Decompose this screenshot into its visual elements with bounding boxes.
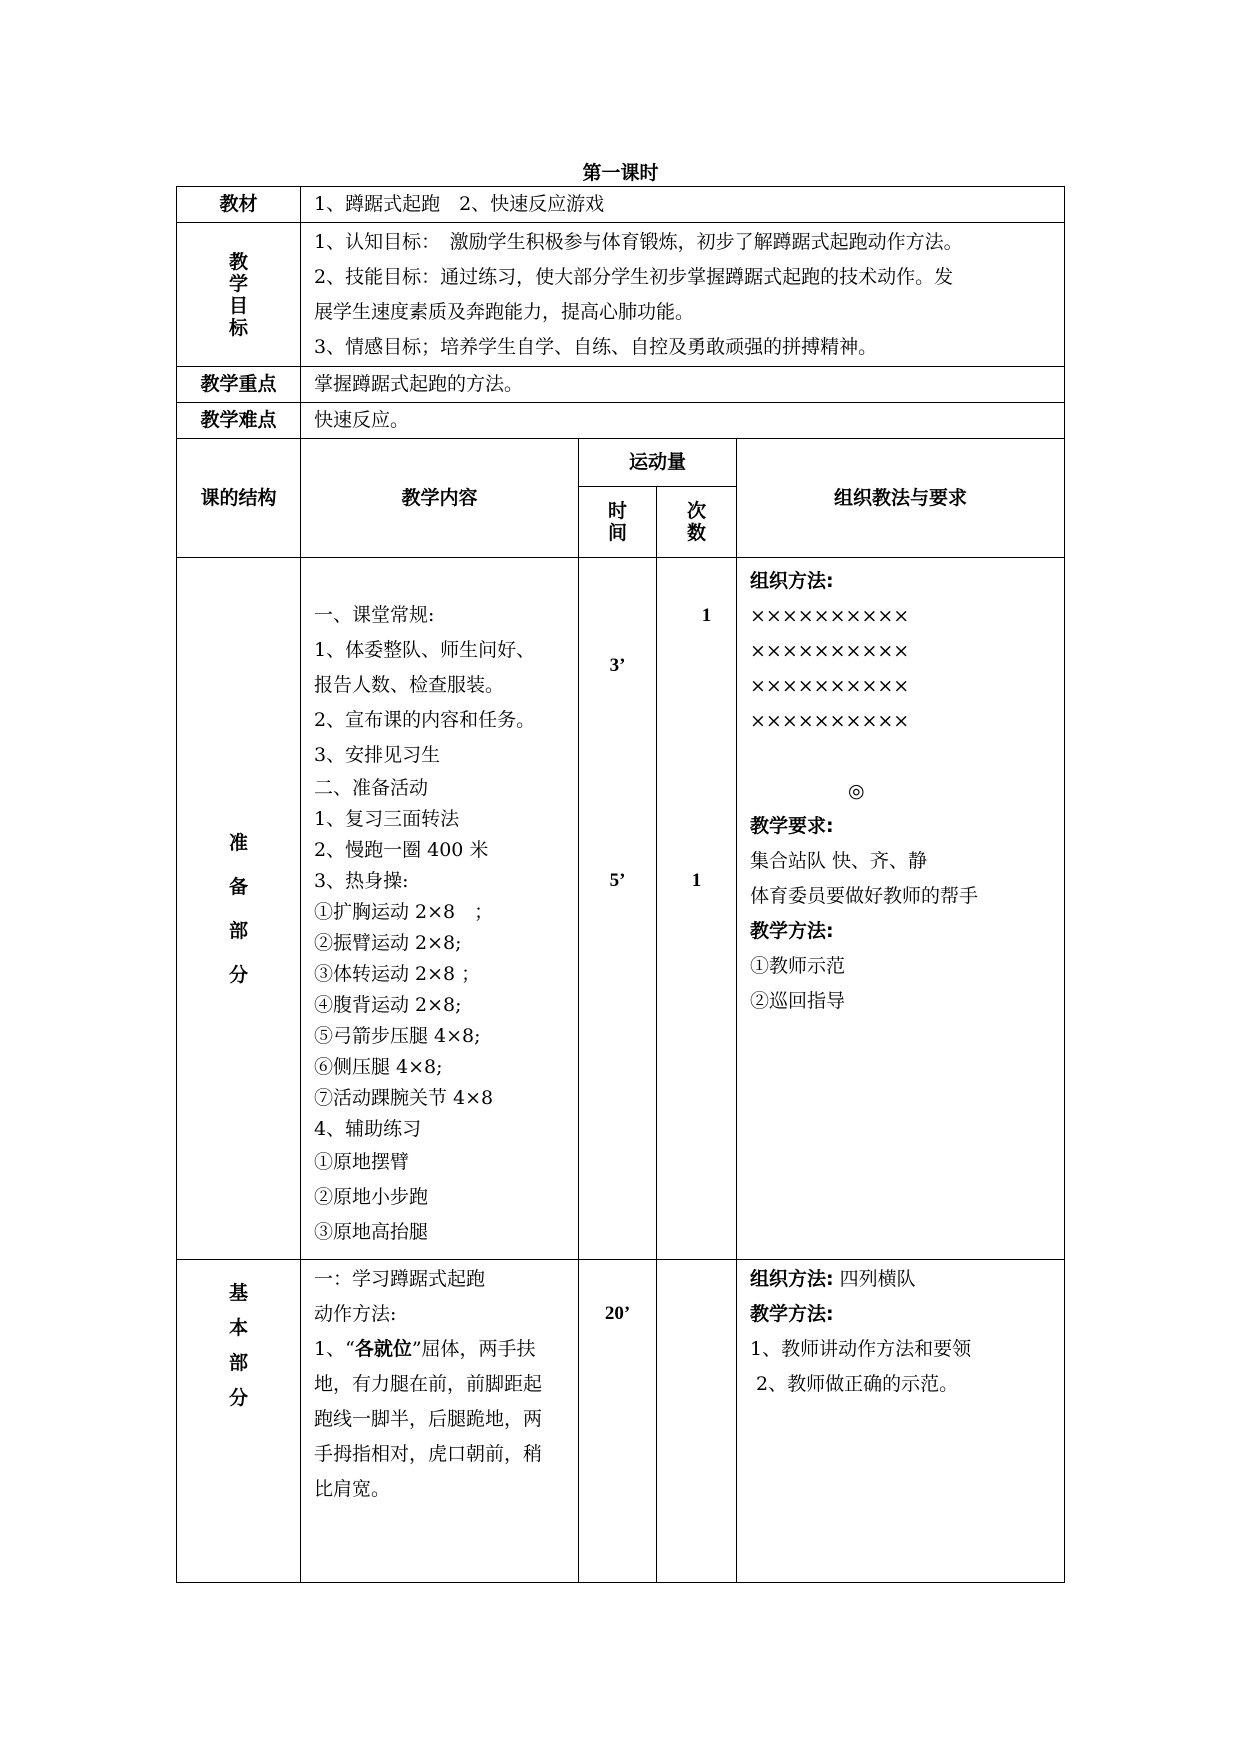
basic-label xyxy=(177,1260,301,1583)
basic-label-char: 部 xyxy=(228,1352,248,1374)
prep-content xyxy=(301,558,579,1260)
prep-method-line: ①教师示范 xyxy=(750,955,846,977)
basic-line: 跑线一脚半，后腿跪地，两 xyxy=(314,1408,543,1430)
prep-line: ⑤弓箭步压腿 4×8; xyxy=(314,1025,481,1047)
basic-org-value: 四列横队 xyxy=(839,1268,916,1290)
basic-step1-command: 各就位 xyxy=(354,1338,412,1360)
prep-count-2: 1 xyxy=(691,870,702,891)
prep-req-label: 教学要求: xyxy=(750,815,834,837)
prep-time-2: 5’ xyxy=(609,870,626,891)
prep-label-char: 分 xyxy=(228,963,248,986)
basic-label-char: 本 xyxy=(228,1317,248,1339)
basic-method-line: 1、教师讲动作方法和要领 xyxy=(750,1338,972,1360)
basic-content xyxy=(301,1260,579,1583)
basic-org-label: 组织方法: xyxy=(750,1268,834,1290)
objectives-label-char: 标 xyxy=(228,316,248,339)
basic-line: 一：学习蹲踞式起跑 xyxy=(314,1268,486,1290)
basic-org xyxy=(750,1262,1064,1297)
objectives-label-char: 学 xyxy=(228,272,248,295)
objectives-label xyxy=(177,223,301,367)
method-header: 组织教法与要求 xyxy=(737,439,1065,558)
prep-line: 1、体委整队、师生问好、 xyxy=(314,639,536,661)
key-point-label: 教学重点 xyxy=(177,367,301,403)
prep-line: 3、安排见习生 xyxy=(314,744,441,766)
basic-method-label: 教学方法: xyxy=(750,1303,834,1325)
prep-time-1: 3’ xyxy=(609,655,626,676)
prep-line: 二、准备活动 xyxy=(314,777,429,799)
prep-line: 4、辅助练习 xyxy=(314,1118,422,1140)
prep-line: ③原地高抬腿 xyxy=(314,1221,429,1243)
material-label: 教材 xyxy=(177,187,301,223)
prep-line: ④腹背运动 2×8; xyxy=(314,994,462,1016)
basic-label-char: 分 xyxy=(228,1387,248,1409)
prep-line: 2、宣布课的内容和任务。 xyxy=(314,709,536,731)
prep-label-char: 备 xyxy=(228,875,248,898)
key-point-value: 掌握蹲踞式起跑的方法。 xyxy=(301,367,1065,403)
basic-method xyxy=(737,1260,1065,1583)
basic-label-char: 基 xyxy=(228,1282,248,1304)
difficulty-value: 快速反应。 xyxy=(301,403,1065,439)
basic-method-line: 2、教师做正确的示范。 xyxy=(750,1373,959,1395)
formation-row: ×××××××××× xyxy=(750,675,910,697)
material-value: 1、蹲踞式起跑 2、快速反应游戏 xyxy=(301,187,1065,223)
basic-line: 手拇指相对，虎口朝前，稍 xyxy=(314,1443,543,1465)
objectives-label-char: 目 xyxy=(228,294,248,317)
objective-line: 3、情感目标；培养学生自学、自练、自控及勇敢顽强的拼搏精神。 xyxy=(314,335,878,358)
basic-count xyxy=(657,1260,737,1583)
load-header: 运动量 xyxy=(579,439,737,487)
content-header: 教学内容 xyxy=(301,439,579,558)
count-header-char: 数 xyxy=(686,522,706,544)
prep-req-line: 体育委员要做好教师的帮手 xyxy=(750,885,979,907)
material-row xyxy=(177,187,1065,223)
lesson-plan-table xyxy=(176,186,1065,1583)
prep-line: ③体转运动 2×8 ； xyxy=(314,963,481,985)
prep-method xyxy=(737,558,1065,1260)
prep-org-label: 组织方法: xyxy=(750,570,834,592)
structure-header: 课的结构 xyxy=(177,439,301,558)
header-row xyxy=(177,439,1065,487)
formation-gap xyxy=(750,739,1064,774)
time-header xyxy=(579,487,657,558)
prep-line: ⑥侧压腿 4×8; xyxy=(314,1056,443,1078)
objectives-row xyxy=(177,223,1065,367)
objective-line: 展学生速度素质及奔跑能力，提高心肺功能。 xyxy=(314,300,695,323)
count-header-char: 次 xyxy=(686,500,706,522)
objective-line: 1、认知目标： 激励学生积极参与体育锻炼，初步了解蹲踞式起跑动作方法。 xyxy=(314,230,963,253)
basic-row xyxy=(177,1260,1065,1583)
basic-time: 20’ xyxy=(579,1260,657,1583)
formation-row: ×××××××××× xyxy=(750,710,910,732)
prep-row xyxy=(177,558,1065,1260)
prep-line: 3、热身操: xyxy=(314,870,409,892)
prep-method-line: ②巡回指导 xyxy=(750,990,846,1012)
prep-count-1: 1 xyxy=(701,605,712,626)
page-title: 第一课时 xyxy=(582,162,659,184)
teacher-mark: ◎ xyxy=(848,780,865,802)
difficulty-row xyxy=(177,403,1065,439)
formation-row: ×××××××××× xyxy=(750,605,910,627)
prep-line: ①扩胸运动 2×8 ； xyxy=(314,901,494,923)
prep-method-label: 教学方法: xyxy=(750,920,834,942)
basic-line: 动作方法: xyxy=(314,1303,397,1325)
prep-line: 2、慢跑一圈 400 米 xyxy=(314,839,489,861)
prep-line: 1、复习三面转法 xyxy=(314,808,460,830)
prep-line: ②原地小步跑 xyxy=(314,1186,429,1208)
time-header-char: 间 xyxy=(607,522,627,544)
objective-line: 2、技能目标：通过练习，使大部分学生初步掌握蹲踞式起跑的技术动作。发 xyxy=(314,265,954,288)
formation-row: ×××××××××× xyxy=(750,640,910,662)
basic-step1: 1、“各就位”屈体，两手扶 xyxy=(314,1338,536,1360)
prep-time-cell xyxy=(579,558,657,1260)
prep-line: 一、课堂常规: xyxy=(314,604,435,626)
prep-label-char: 准 xyxy=(228,831,248,854)
difficulty-label: 教学难点 xyxy=(177,403,301,439)
prep-line: ②振臂运动 2×8; xyxy=(314,932,462,954)
key-point-row xyxy=(177,367,1065,403)
prep-label xyxy=(177,558,301,1260)
time-header-char: 时 xyxy=(607,500,627,522)
basic-line: 比肩宽。 xyxy=(314,1478,391,1500)
prep-line: 报告人数、检查服装。 xyxy=(314,674,505,696)
prep-label-char: 部 xyxy=(228,919,248,942)
basic-line: 地，有力腿在前，前脚距起 xyxy=(314,1373,543,1395)
prep-line: ⑦活动踝腕关节 4×8 xyxy=(314,1087,494,1109)
objectives-label-char: 教 xyxy=(228,250,248,273)
prep-req-line: 集合站队 快、齐、静 xyxy=(750,850,928,872)
prep-count-cell xyxy=(657,558,737,1260)
prep-line: ①原地摆臂 xyxy=(314,1151,410,1173)
count-header xyxy=(657,487,737,558)
objectives-text xyxy=(301,223,1065,367)
